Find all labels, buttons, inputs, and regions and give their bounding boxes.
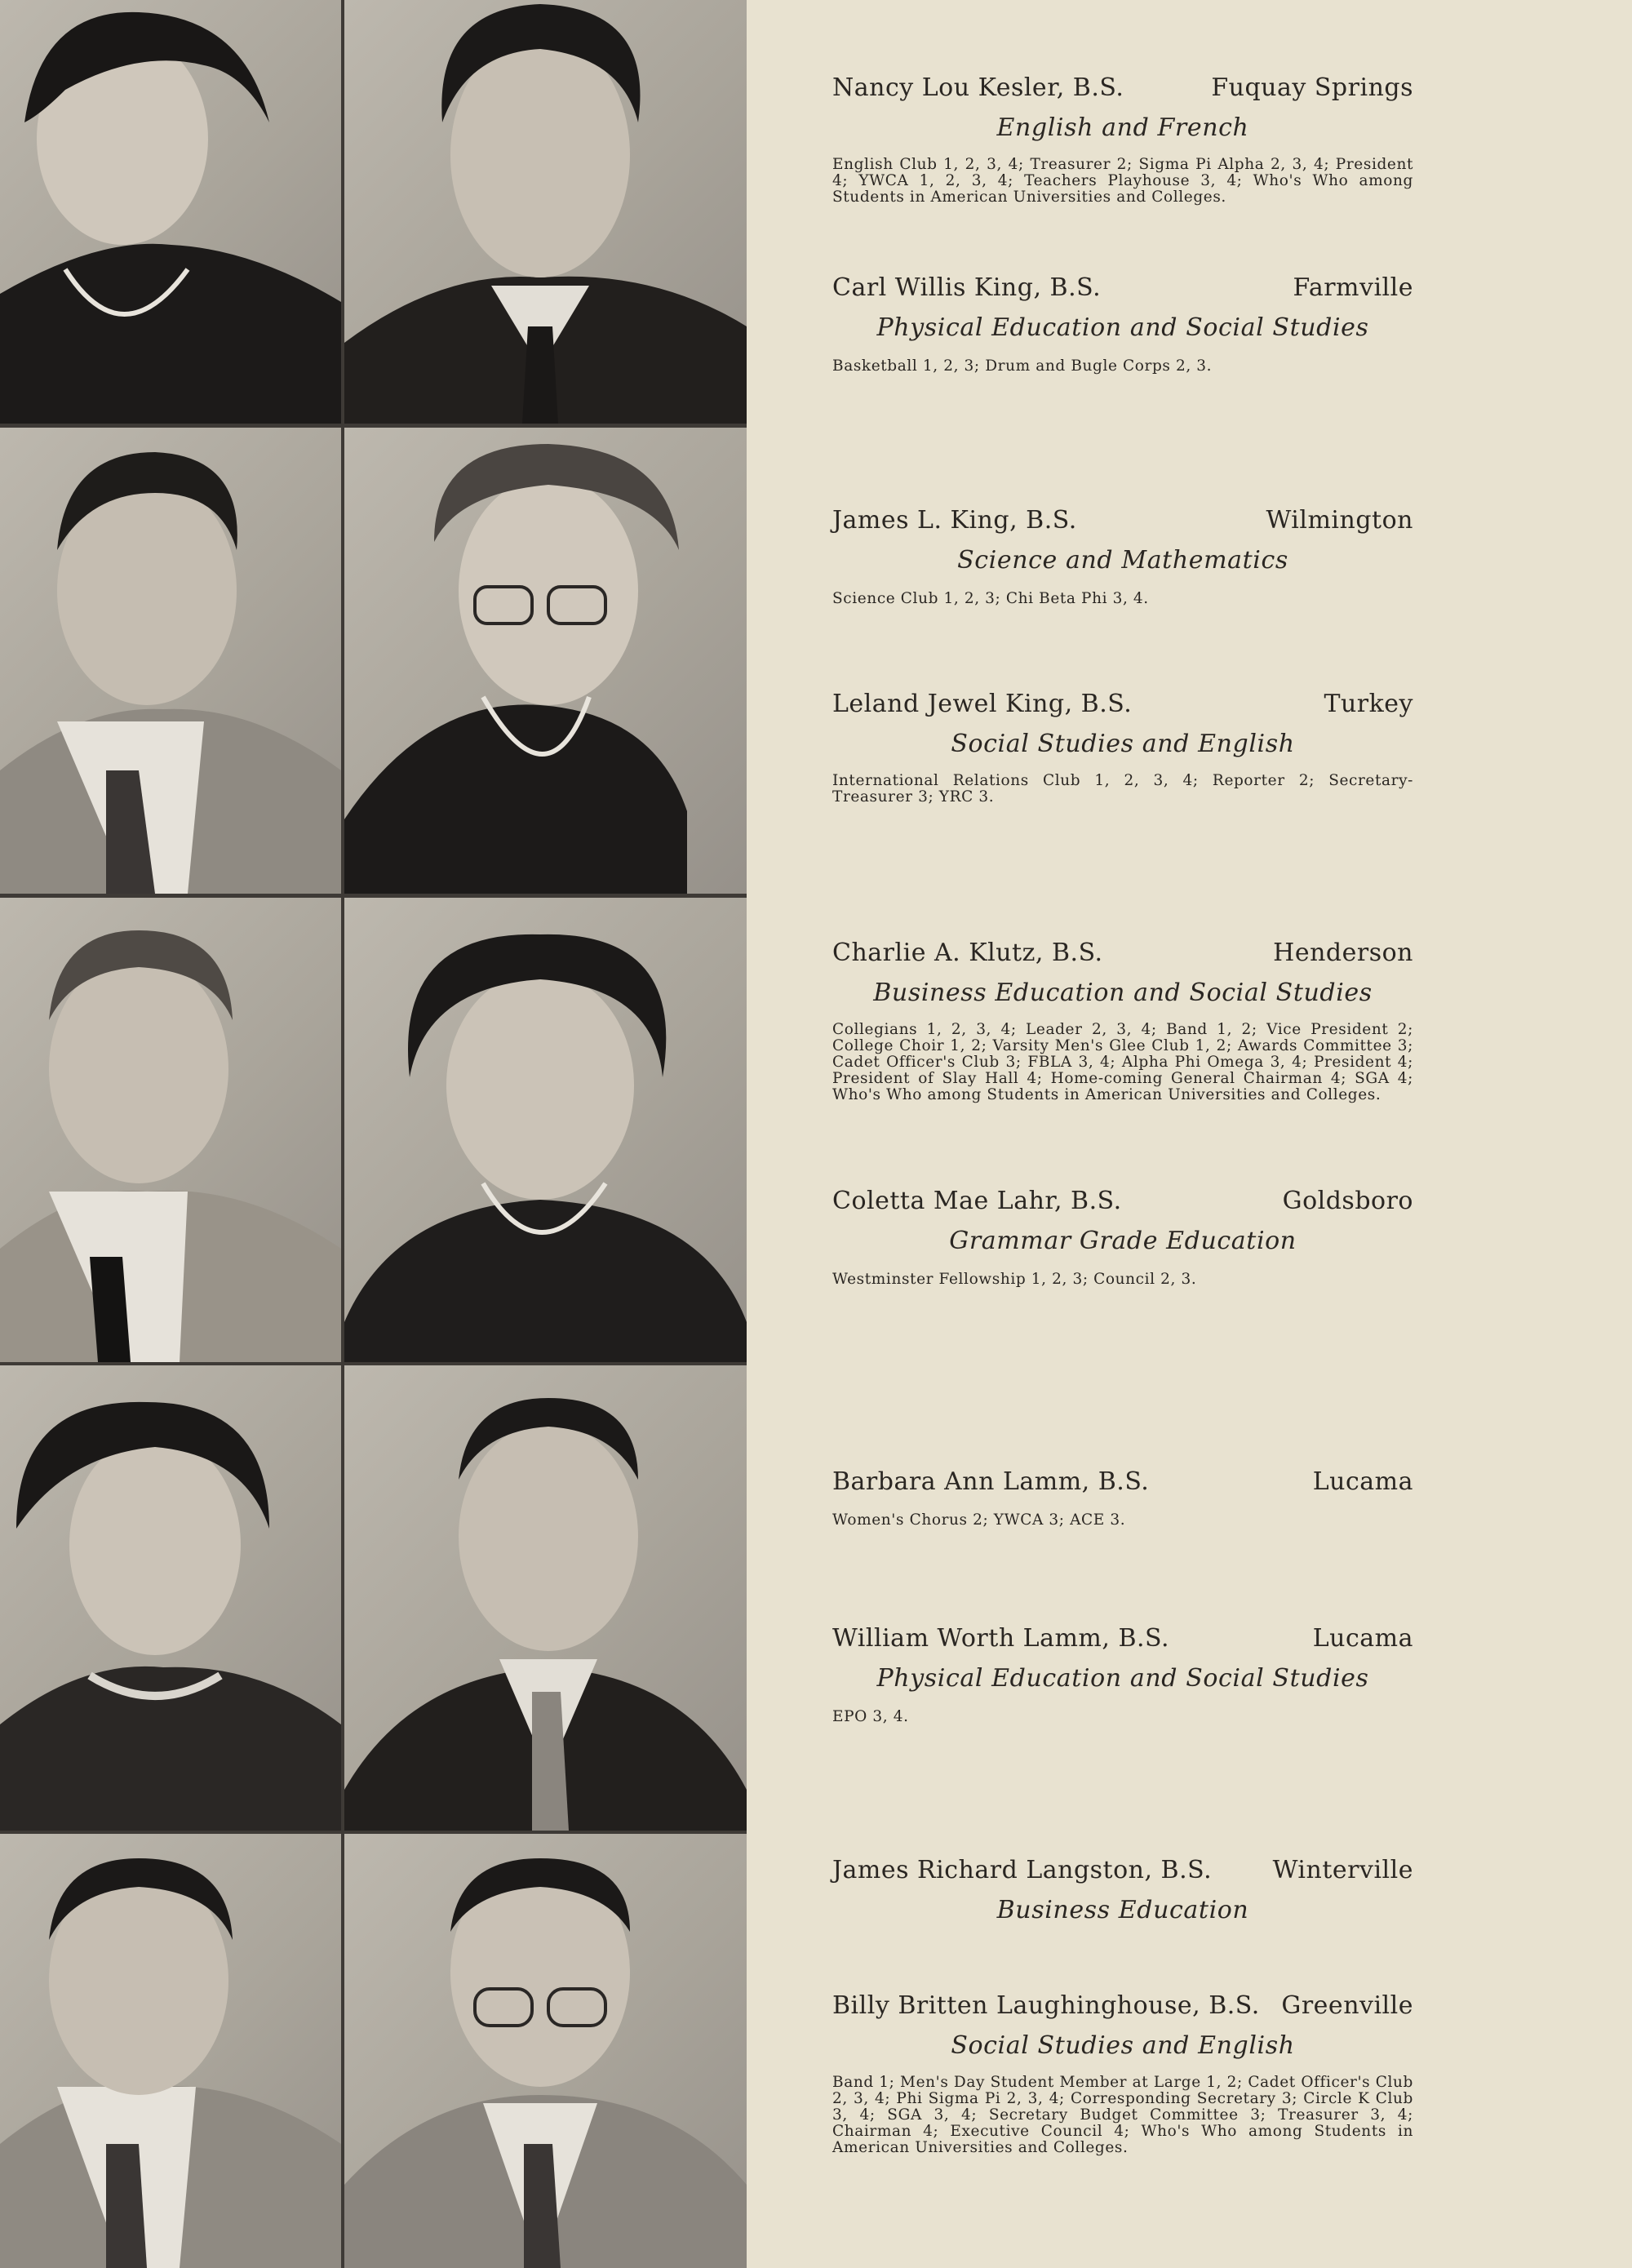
hometown: Turkey [1324, 690, 1413, 718]
portrait-james-l-king [0, 428, 341, 894]
major: Physical Education and Social Studies [876, 313, 1369, 342]
portrait-coletta-mae-lahr [344, 898, 747, 1362]
activities: Science Club 1, 2, 3; Chi Beta Phi 3, 4. [832, 590, 1149, 607]
entry-carl-willis-king [832, 273, 1413, 375]
activities: Basketball 1, 2, 3; Drum and Bugle Corps 2, 3. [832, 357, 1213, 375]
entry-nancy-lou-kesler [832, 73, 1413, 206]
major: Physical Education and Social Studies [876, 1664, 1369, 1693]
entry-coletta-mae-lahr [832, 1187, 1413, 1288]
hometown: Winterville [1272, 1856, 1413, 1884]
major: Business Education and Social Studies [873, 979, 1373, 1007]
entry-james-l-king [832, 506, 1413, 607]
activities: International Relations Club 1, 2, 3, 4; Reporter 2; Secretary-Treasurer 3; YRC 3. [832, 772, 1413, 806]
student-name: Leland Jewel King, B.S. [832, 690, 1133, 718]
major: Social Studies and English [951, 2031, 1295, 2060]
portrait-nancy-lou-kesler [0, 0, 341, 424]
major: Social Studies and English [951, 730, 1295, 758]
portrait-barbara-ann-lamm [0, 1365, 341, 1831]
portrait-leland-jewel-king [344, 428, 747, 894]
portrait-grid [0, 0, 747, 2268]
portrait-charlie-a-klutz [0, 898, 341, 1362]
student-name: Charlie A. Klutz, B.S. [832, 939, 1103, 967]
activities: Band 1; Men's Day Student Member at Large 1, 2; Cadet Officer's Club 2, 3, 4; Phi Sigma Pi 2, 3, 4; Corresponding Secretary 3; Circle K Club 3, 4; SGA 3, 4; Secretary Budget Committee 3; Treasurer 3, 4; Chairman 4; Executive Council 4; Who's Who among Students in American Universities and Colleges. [832, 2074, 1413, 2156]
activities: Women's Chorus 2; YWCA 3; ACE 3. [832, 1511, 1126, 1529]
hometown: Lucama [1312, 1624, 1413, 1653]
entry-barbara-ann-lamm [832, 1467, 1413, 1529]
portrait-james-richard-langston [0, 1834, 341, 2268]
entry-leland-jewel-king [832, 690, 1413, 806]
student-name: William Worth Lamm, B.S. [832, 1624, 1170, 1653]
entry-billy-britten-laughinghouse [832, 1991, 1413, 2156]
activities: EPO 3, 4. [832, 1708, 909, 1725]
hometown: Fuquay Springs [1211, 73, 1413, 102]
student-name: Barbara Ann Lamm, B.S. [832, 1467, 1150, 1496]
student-name: Billy Britten Laughinghouse, B.S. [832, 1991, 1260, 2020]
entry-james-richard-langston [832, 1856, 1413, 1924]
student-name: Coletta Mae Lahr, B.S. [832, 1187, 1122, 1215]
activities: Westminster Fellowship 1, 2, 3; Council 2, 3. [832, 1271, 1197, 1288]
hometown: Goldsboro [1282, 1187, 1413, 1215]
portrait-billy-britten-laughinghouse [344, 1834, 747, 2268]
hometown: Henderson [1273, 939, 1413, 967]
major: English and French [996, 113, 1249, 142]
hometown: Wilmington [1266, 506, 1413, 535]
portrait-carl-willis-king [344, 0, 747, 424]
student-name: James L. King, B.S. [832, 506, 1077, 535]
major: Science and Mathematics [957, 546, 1288, 575]
hometown: Farmville [1293, 273, 1413, 302]
hometown: Greenville [1281, 1991, 1413, 2020]
major: Business Education [996, 1896, 1249, 1924]
major: Grammar Grade Education [949, 1227, 1297, 1255]
activities: Collegians 1, 2, 3, 4; Leader 2, 3, 4; Band 1, 2; Vice President 2; College Choir 1, 2; Varsity Men's Glee Club 1, 2; Awards Committee 3; Cadet Officer's Club 3; FBLA 3, 4; Alpha Phi Omega 3, 4; President 4; President of Slay Hall 4; Home-coming General Chairman 4; SGA 4; Who's Who among Students in American Universities and Colleges. [832, 1021, 1413, 1103]
entry-charlie-a-klutz [832, 939, 1413, 1103]
entry-william-worth-lamm [832, 1624, 1413, 1725]
portrait-william-worth-lamm [344, 1365, 747, 1831]
student-name: Nancy Lou Kesler, B.S. [832, 73, 1124, 102]
student-name: James Richard Langston, B.S. [832, 1856, 1213, 1884]
hometown: Lucama [1312, 1467, 1413, 1496]
activities: English Club 1, 2, 3, 4; Treasurer 2; Sigma Pi Alpha 2, 3, 4; President 4; YWCA 1, 2, 3, 4; Teachers Playhouse 3, 4; Who's Who among Students in American Universities and Colleges. [832, 156, 1413, 206]
student-name: Carl Willis King, B.S. [832, 273, 1102, 302]
